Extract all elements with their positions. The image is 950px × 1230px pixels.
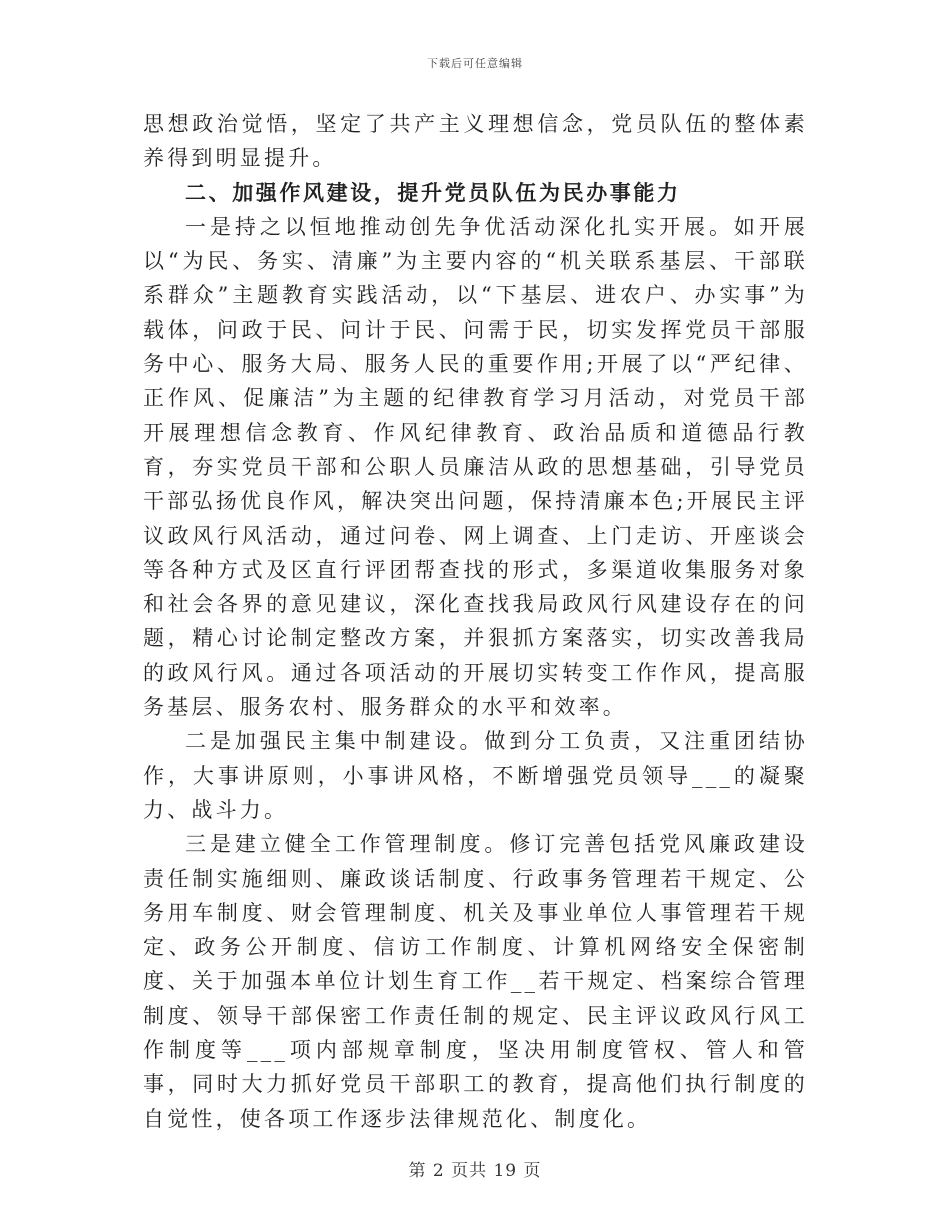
section-heading: 二、加强作风建设，提升党员队伍为民办事能力 [185,179,681,205]
page-header: 下载后可任意编辑 [427,57,523,70]
paragraph-1: 一是持之以恒地推动创先争优活动深化扎实开展。如开展以“为民、务实、清廉”为主要内容的“机关联系基层、干部联系群众”主题教育实践活动，以“下基层、进农户、办实事”为载体，问政于民、问计于民、问需于民，切实发挥党员干部服务中心、服务大局、服务人民的重要作用;开展了以“严纪律、正作风、促廉洁”为主题的纪律教育学习月活动，对党员干部开展理想信念教育、作风纪律教育、政治品质和道德品行教育，夯实党员干部和公职人员廉洁从政的思想基础，引导党员干部弘扬优良作风，解决突出问题，保持清廉本色;开展民主评议政风行风活动，通过问卷、网上调查、上门走访、开座谈会等各种方式及区直行评团帮查找的形式，多渠道收集服务对象和社会各界的意见建议，深化查找我局政风行风建设存在的问题，精心讨论制定整改方案，并狠抓方案落实，切实改善我局的政风行风。通过各项活动的开展切实转变工作作风，提高服务基层、服务农村、服务群众的水平和效率。 [143,214,808,720]
paragraph-continued: 思想政治觉悟，坚定了共产主义理想信念，党员队伍的整体素养得到明显提升。 [143,112,808,171]
page-number: 第 2 页共 19 页 [408,1161,542,1181]
document-body [143,107,808,1136]
paragraph-2: 二是加强民主集中制建设。做到分工负责，又注重团结协作，大事讲原则，小事讲风格，不断增强党员领导___的凝聚力、战斗力。 [143,729,808,822]
paragraph-3: 三是建立健全工作管理制度。修订完善包括党风廉政建设责任制实施细则、廉政谈话制度、行政事务管理若干规定、公务用车制度、财会管理制度、机关及事业单位人事管理若干规定、政务公开制度、信访工作制度、计算机网络安全保密制度、关于加强本单位计划生育工作__若干规定、档案综合管理制度、领导干部保密工作责任制的规定、民主评议政风行风工作制度等___项内部规章制度，坚决用制度管权、管人和管事，同时大力抓好党员干部职工的教育，提高他们执行制度的自觉性，使各项工作逐步法律规范化、制度化。 [143,832,808,1131]
